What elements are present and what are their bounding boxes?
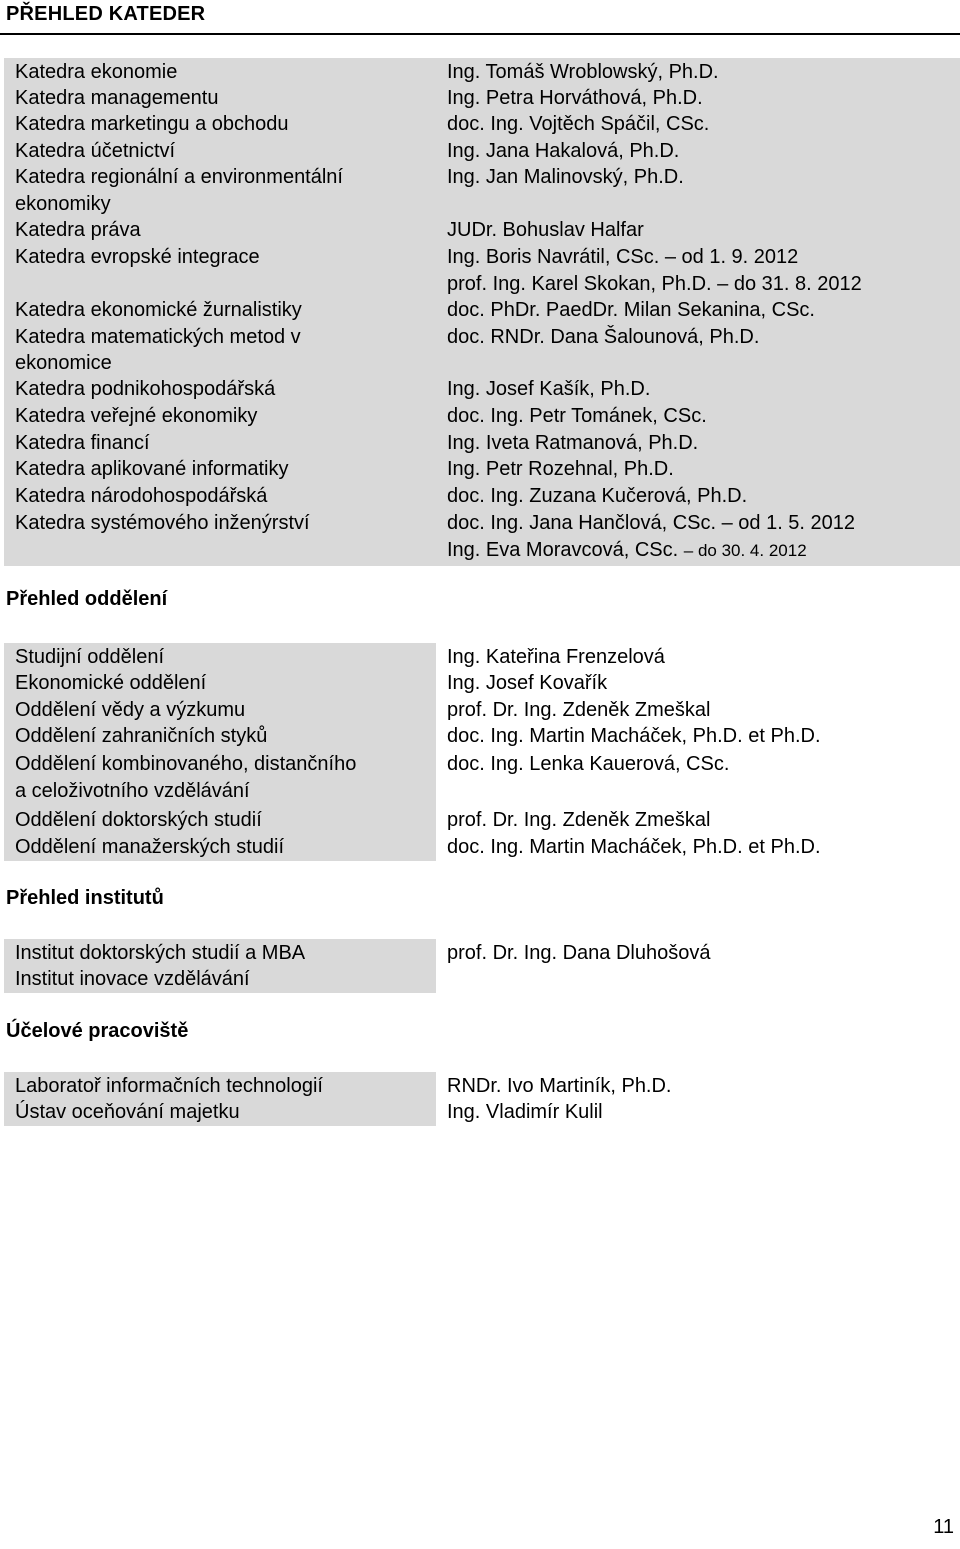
katedra-head: Ing. Petr Rozehnal, Ph.D. [447, 458, 674, 480]
katedra-name: Katedra ekonomické žurnalistiky [15, 299, 302, 321]
oddeleni-name: Oddělení doktorských studií [15, 809, 262, 831]
katedra-name: Katedra ekonomie [15, 61, 178, 83]
katedra-head: doc. Ing. Petr Tománek, CSc. [447, 405, 707, 427]
oddeleni-head: doc. Ing. Martin Macháček, Ph.D. et Ph.D. [447, 725, 821, 747]
katedra-head: Ing. Petra Horváthová, Ph.D. [447, 87, 703, 109]
katedra-head: doc. Ing. Zuzana Kučerová, Ph.D. [447, 485, 748, 507]
katedra-head: Ing. Boris Navrátil, CSc. – od 1. 9. 2012 [447, 246, 799, 268]
heading-rule [0, 33, 960, 35]
oddeleni-head: Ing. Kateřina Frenzelová [447, 646, 665, 668]
katedra-head: Ing. Jan Malinovský, Ph.D. [447, 166, 684, 188]
former-head-term: – do 30. 4. 2012 [683, 541, 807, 560]
pracoviste-head: RNDr. Ivo Martiník, Ph.D. [447, 1075, 672, 1097]
oddeleni-table [0, 643, 960, 861]
katedra-name: Katedra podnikohospodářská [15, 378, 276, 400]
katedra-head: doc. Ing. Jana Hančlová, CSc. – od 1. 5. 2012 [447, 512, 856, 534]
katedra-head: Ing. Jana Hakalová, Ph.D. [447, 140, 680, 162]
former-head-name: Ing. Eva Moravcová, CSc. [447, 539, 684, 561]
page-heading: PŘEHLED KATEDER [6, 3, 206, 25]
pracoviste-head: Ing. Vladimír Kulil [447, 1101, 603, 1123]
institut-name: Institut inovace vzdělávání [15, 968, 250, 990]
katedra-head: prof. Ing. Karel Skokan, Ph.D. – do 31. 8. 2012 [447, 273, 862, 295]
katedra-head-former [447, 537, 807, 564]
katedra-head: doc. PhDr. PaedDr. Milan Sekanina, CSc. [447, 299, 815, 321]
oddeleni-head: doc. Ing. Lenka Kauerová, CSc. [447, 753, 730, 775]
oddeleni-name: Oddělení manažerských studií [15, 836, 285, 858]
katedra-head: Ing. Josef Kašík, Ph.D. [447, 378, 651, 400]
katedra-head: doc. Ing. Vojtěch Spáčil, CSc. [447, 113, 710, 135]
katedra-name: Katedra veřejné ekonomiky [15, 405, 258, 427]
oddeleni-head: Ing. Josef Kovařík [447, 672, 608, 694]
katedra-name: Katedra práva [15, 219, 141, 241]
katedra-name: Katedra financí [15, 432, 150, 454]
oddeleni-name: a celoživotního vzdělávání [15, 780, 250, 802]
oddeleni-head: prof. Dr. Ing. Zdeněk Zmeškal [447, 809, 711, 831]
instituty-table [0, 939, 960, 993]
katedra-name: Katedra národohospodářská [15, 485, 268, 507]
katedra-head: JUDr. Bohuslav Halfar [447, 219, 644, 241]
katedra-head: doc. RNDr. Dana Šalounová, Ph.D. [447, 326, 760, 348]
institut-head: prof. Dr. Ing. Dana Dluhošová [447, 942, 711, 964]
katedra-name: Katedra systémového inženýrství [15, 512, 310, 534]
oddeleni-head: prof. Dr. Ing. Zdeněk Zmeškal [447, 699, 711, 721]
section-title-pracoviste: Účelové pracoviště [6, 1020, 189, 1042]
katedra-head: Ing. Iveta Ratmanová, Ph.D. [447, 432, 699, 454]
section-title-oddeleni: Přehled oddělení [6, 588, 168, 610]
katedra-name: ekonomiky [15, 193, 111, 215]
institut-name: Institut doktorských studií a MBA [15, 942, 306, 964]
katedra-name: ekonomice [15, 352, 112, 374]
katedra-name: Katedra účetnictví [15, 140, 176, 162]
katedra-name: Katedra marketingu a obchodu [15, 113, 289, 135]
katedra-name: Katedra matematických metod v [15, 326, 301, 348]
katedra-name: Katedra aplikované informatiky [15, 458, 289, 480]
pracoviste-table [0, 1072, 960, 1126]
oddeleni-name: Oddělení zahraničních styků [15, 725, 268, 747]
katedry-table [0, 58, 960, 566]
oddeleni-name: Oddělení kombinovaného, distančního [15, 753, 357, 775]
oddeleni-name: Studijní oddělení [15, 646, 165, 668]
oddeleni-head: doc. Ing. Martin Macháček, Ph.D. et Ph.D. [447, 836, 821, 858]
oddeleni-name: Ekonomické oddělení [15, 672, 207, 694]
katedra-name: Katedra managementu [15, 87, 219, 109]
page-number: 11 [933, 1516, 954, 1538]
section-title-instituty: Přehled institutů [6, 887, 164, 909]
katedra-name: Katedra regionální a environmentální [15, 166, 343, 188]
katedra-head: Ing. Tomáš Wroblowský, Ph.D. [447, 61, 719, 83]
pracoviste-name: Ústav oceňování majetku [15, 1101, 240, 1123]
oddeleni-name: Oddělení vědy a výzkumu [15, 699, 246, 721]
katedra-name: Katedra evropské integrace [15, 246, 260, 268]
pracoviste-name: Laboratoř informačních technologií [15, 1075, 323, 1097]
